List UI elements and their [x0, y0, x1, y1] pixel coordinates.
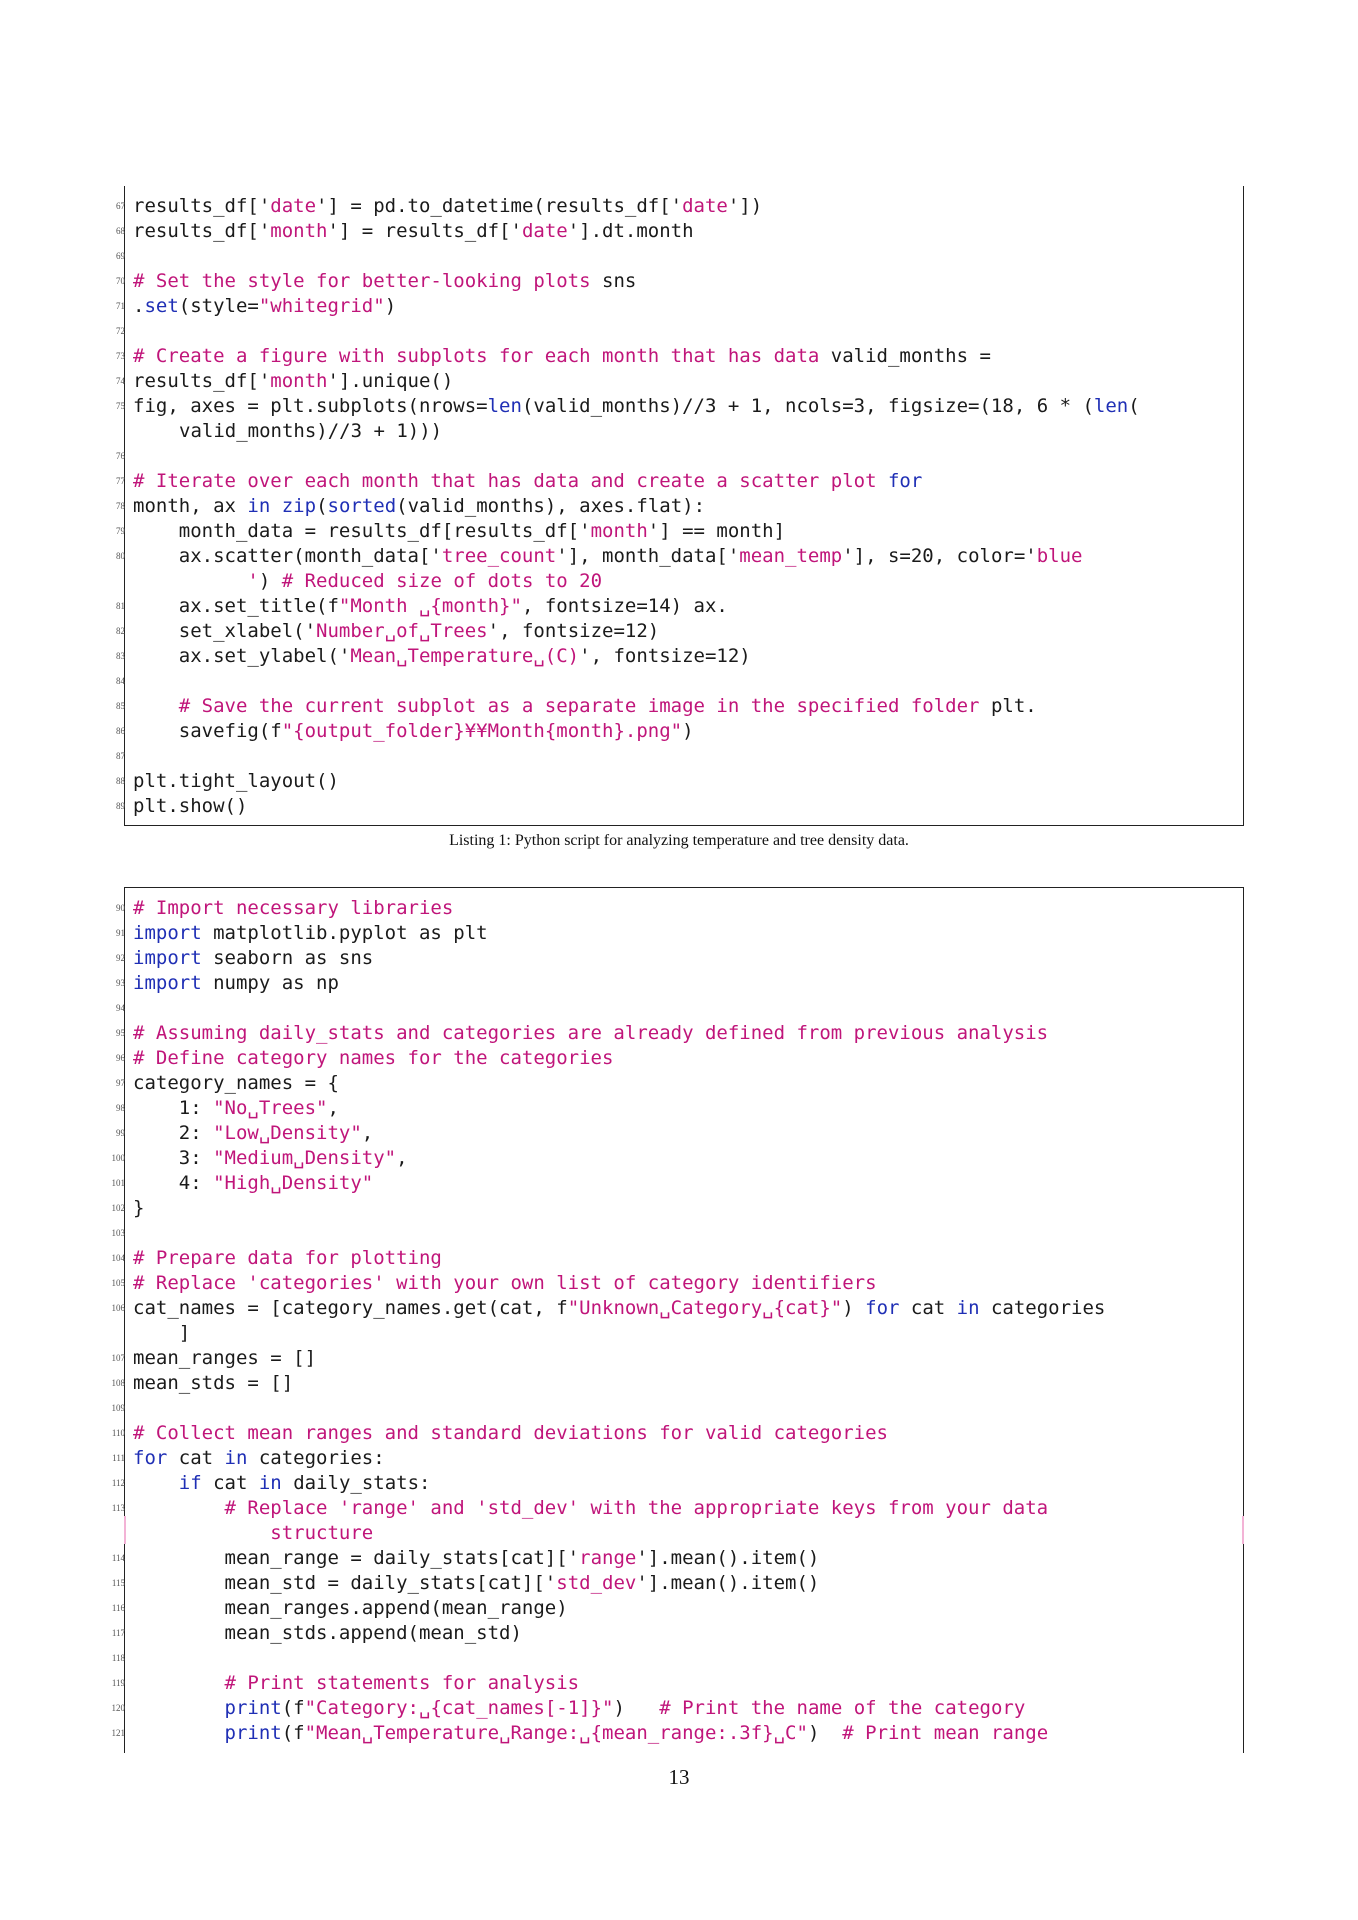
code-token: , [361, 1122, 374, 1144]
line-number: 120 [111, 1703, 125, 1713]
code-line [111, 1246, 442, 1271]
code-token: # Assuming daily_stats and categories are already defined from previous analysis [133, 1022, 1049, 1044]
code-token: # Define category names for the categories [133, 1047, 614, 1069]
line-number: 78 [116, 501, 125, 511]
code-token: structure [133, 1522, 374, 1544]
code-token: categories [979, 1297, 1106, 1319]
line-number: 83 [116, 651, 125, 661]
line-number: 68 [116, 226, 125, 236]
code-token: cat [899, 1297, 957, 1319]
code-line [116, 619, 660, 644]
code-token: # Print statements for analysis [133, 1672, 580, 1694]
line-number: 112 [111, 1478, 125, 1488]
code-token: range [579, 1547, 637, 1569]
code-line [111, 1421, 888, 1446]
code-line [116, 896, 454, 921]
code-token: daily_stats: [281, 1472, 431, 1494]
code-token: cat [167, 1447, 225, 1469]
code-token: ', fontsize=12) [487, 620, 660, 642]
code-token: sorted [327, 495, 397, 517]
line-number: 74 [116, 376, 125, 386]
code-listing-2 [111, 887, 1244, 1753]
code-token: len [1093, 395, 1129, 417]
code-token: 1: [133, 1097, 214, 1119]
code-token: month [270, 370, 328, 392]
line-number: 100 [111, 1153, 125, 1163]
code-token: Number␣of␣Trees [316, 620, 488, 642]
line-number: 93 [116, 978, 125, 988]
code-line [116, 194, 763, 219]
code-token: # Create a figure with subplots for each month that has data [133, 345, 831, 367]
code-token: cat [201, 1472, 259, 1494]
code-token: '].mean().item() [636, 1547, 820, 1569]
code-token: (valid_months)//3 + 1, ncols=3, figsize=(18, 6 * ( [521, 395, 1094, 417]
code-token: "No␣Trees" [213, 1097, 328, 1119]
code-line [116, 294, 397, 319]
code-token [133, 1697, 225, 1719]
margin-marker-right [1242, 1516, 1244, 1544]
code-line [111, 1696, 1026, 1721]
code-token: ( [316, 495, 328, 517]
code-token: '] == month] [647, 520, 786, 542]
code-line [116, 219, 694, 244]
line-number: 75 [116, 401, 125, 411]
line-number: 76 [116, 451, 125, 461]
line-number: 98 [116, 1103, 125, 1113]
code-token: '].mean().item() [636, 1572, 820, 1594]
code-line [111, 1371, 294, 1396]
code-token: "{output_folder}¥¥Month{month}.png" [281, 720, 683, 742]
code-token: (f [281, 1722, 305, 1744]
code-line [133, 1321, 190, 1346]
line-number: 107 [111, 1353, 125, 1363]
code-line [112, 1446, 385, 1471]
code-token: # Iterate over each month that has data and create a scatter plot [133, 470, 888, 492]
code-token: # Reduced size of dots to 20 [281, 570, 603, 592]
code-line [116, 1121, 374, 1146]
code-token: ] [133, 1322, 191, 1344]
code-token: ) [842, 1297, 866, 1319]
code-token: # Set the style for better-looking plots [133, 270, 602, 292]
code-token: (f [281, 1697, 305, 1719]
line-number: 96 [116, 1053, 125, 1063]
code-token: ', fontsize=12) [579, 645, 751, 667]
code-token: "High␣Density" [213, 1172, 374, 1194]
code-line [116, 494, 706, 519]
code-token: cat_names = [category_names.get(cat, f [133, 1297, 568, 1319]
code-token: category_names = { [133, 1072, 339, 1094]
code-token: month, ax [133, 495, 248, 517]
line-number: 80 [116, 551, 125, 561]
code-token: , [327, 1097, 339, 1119]
code-token: ax.set_title(f [133, 595, 339, 617]
code-token: results_df[' [133, 195, 271, 217]
code-line [116, 694, 1037, 719]
code-token: '] = results_df[' [327, 220, 522, 242]
code-token: mean_ranges = [] [133, 1347, 317, 1369]
code-line [116, 921, 488, 946]
code-line [111, 1146, 408, 1171]
code-line [111, 1296, 1106, 1321]
code-token: date [521, 220, 568, 242]
line-number: 72 [116, 326, 125, 336]
code-token: # Print the name of the category [659, 1697, 1026, 1719]
code-line [133, 419, 442, 444]
code-token: print [224, 1697, 282, 1719]
code-token: for [133, 1447, 168, 1469]
code-token: # Import necessary libraries [133, 897, 454, 919]
code-token: set [144, 295, 179, 317]
line-number: 115 [111, 1578, 125, 1588]
code-token: '].unique() [327, 370, 454, 392]
code-token: # Collect mean ranges and standard deviations for valid categories [133, 1422, 888, 1444]
line-number: 97 [116, 1078, 125, 1088]
code-line [133, 569, 602, 594]
code-line [116, 719, 694, 744]
code-token: '], s=20, color=' [842, 545, 1037, 567]
code-token: in [224, 1447, 248, 1469]
code-token [270, 495, 281, 517]
code-token: # Print mean range [842, 1722, 1049, 1744]
line-number: 114 [111, 1553, 125, 1563]
code-token: matplotlib.pyplot as plt [201, 922, 488, 944]
code-token: } [133, 1197, 145, 1219]
code-token: ) [682, 720, 694, 742]
code-token: ) [613, 1697, 660, 1719]
code-token: valid_months = [830, 345, 991, 367]
code-line [111, 1171, 374, 1196]
line-number: 111 [112, 1453, 125, 1463]
code-token: for [887, 470, 923, 492]
code-token: import [133, 922, 202, 944]
code-token: seaborn as sns [201, 947, 374, 969]
line-number: 87 [116, 751, 125, 761]
code-token: 3: [133, 1147, 214, 1169]
code-token: len [487, 395, 522, 417]
code-line [116, 544, 1083, 569]
code-token: date [270, 195, 317, 217]
line-number: 90 [116, 903, 125, 913]
code-token [133, 1722, 225, 1744]
line-number: 69 [116, 251, 125, 261]
code-line [111, 1546, 820, 1571]
code-token: ( [1128, 395, 1140, 417]
line-number: 104 [111, 1253, 125, 1263]
code-token: "whitegrid" [258, 295, 385, 317]
line-number: 116 [111, 1603, 125, 1613]
code-token: in [258, 1472, 282, 1494]
code-token: "Low␣Density" [213, 1122, 362, 1144]
line-number: 88 [116, 776, 125, 786]
code-token: ax.set_ylabel(' [133, 645, 351, 667]
code-token: in [247, 495, 271, 517]
code-token: zip [281, 495, 317, 517]
code-token: numpy as np [201, 972, 339, 994]
code-token: import [133, 947, 202, 969]
code-token: mean_ranges.append(mean_range) [133, 1597, 568, 1619]
code-token: valid_months)//3 + 1))) [179, 420, 443, 442]
code-token: results_df[' [133, 220, 271, 242]
code-token: categories: [247, 1447, 385, 1469]
line-number: 86 [116, 726, 125, 736]
line-number: 91 [116, 928, 125, 938]
line-number: 106 [111, 1303, 125, 1313]
code-token: print [224, 1722, 282, 1744]
line-number: 92 [116, 953, 125, 963]
code-token: ']) [727, 195, 763, 217]
line-number: 109 [111, 1403, 125, 1413]
line-number: 117 [111, 1628, 125, 1638]
code-line [111, 1346, 317, 1371]
code-line [116, 394, 1140, 419]
code-token: import [133, 972, 202, 994]
code-token [133, 1472, 179, 1494]
code-token: (style= [178, 295, 259, 317]
code-token: ) [807, 1722, 843, 1744]
code-line [116, 519, 786, 544]
code-token: # Save the current subplot as a separate image in the specified folder [133, 695, 991, 717]
code-token: savefig(f [133, 720, 282, 742]
code-token: in [956, 1297, 980, 1319]
code-line [111, 1671, 580, 1696]
code-token: month [590, 520, 648, 542]
listing-caption: Listing 1: Python script for analyzing temperature and tree density data. [449, 832, 909, 849]
code-token: # Replace 'range' and 'std_dev' with the appropriate keys from your data [133, 1497, 1049, 1519]
line-number: 81 [116, 601, 125, 611]
line-number: 71 [116, 301, 125, 311]
page-number: 13 [668, 1765, 690, 1789]
line-number: 113 [111, 1503, 125, 1513]
line-number: 70 [116, 276, 125, 286]
line-number: 105 [111, 1278, 125, 1288]
code-token: plt.show() [133, 795, 248, 817]
code-token: "Category:␣{cat_names[-1]}" [304, 1697, 614, 1719]
code-token: , fontsize=14) ax. [521, 595, 728, 617]
code-line [111, 1271, 877, 1296]
code-token: ) [258, 570, 282, 592]
code-token: fig, axes = plt.subplots(nrows= [133, 395, 488, 417]
code-line [116, 769, 339, 794]
code-line [116, 1046, 614, 1071]
line-number: 79 [116, 526, 125, 536]
code-token: plt.tight_layout() [133, 770, 339, 792]
code-token: blue [1036, 545, 1083, 567]
code-token: plt. [990, 695, 1037, 717]
code-token: set_xlabel(' [133, 620, 317, 642]
code-line [116, 1096, 339, 1121]
code-line [133, 1521, 373, 1546]
code-line [116, 946, 374, 971]
line-number: 73 [116, 351, 125, 361]
code-token: Mean␣Temperature␣(C) [350, 645, 580, 667]
code-token: mean_range = daily_stats[cat][' [133, 1547, 580, 1569]
code-line [116, 594, 728, 619]
code-line [116, 269, 637, 294]
code-token: '].dt.month [567, 220, 694, 242]
code-token: 2: [133, 1122, 214, 1144]
code-line [116, 971, 339, 996]
code-line [111, 1571, 820, 1596]
line-number: 119 [111, 1678, 125, 1688]
line-number: 121 [111, 1728, 125, 1738]
code-token: . [133, 295, 145, 317]
line-number: 89 [116, 801, 125, 811]
code-token: mean_stds.append(mean_std) [133, 1622, 522, 1644]
code-token: '], month_data[' [556, 545, 740, 567]
code-token: mean_temp [739, 545, 843, 567]
code-line [111, 1471, 431, 1496]
line-number: 95 [116, 1028, 125, 1038]
line-number: 108 [111, 1378, 125, 1388]
line-number: 99 [116, 1128, 125, 1138]
line-number: 103 [111, 1228, 125, 1238]
code-token: "Mean␣Temperature␣Range:␣{mean_range:.3f}␣C" [304, 1722, 808, 1744]
line-number: 102 [111, 1203, 125, 1213]
code-token: 4: [133, 1172, 214, 1194]
code-token: # Replace 'categories' with your own list of category identifiers [133, 1272, 877, 1294]
code-token: results_df[' [133, 370, 271, 392]
code-token: "Medium␣Density" [213, 1147, 397, 1169]
code-token: tree_count [441, 545, 557, 567]
line-number: 85 [116, 701, 125, 711]
code-token: "Month ␣{month}" [338, 595, 522, 617]
code-token: if [178, 1472, 202, 1494]
line-number: 82 [116, 626, 125, 636]
code-token: '] = pd.to_datetime(results_df[' [316, 195, 683, 217]
code-line [111, 1496, 1049, 1521]
line-number: 110 [111, 1428, 125, 1438]
code-token: # Prepare data for plotting [133, 1247, 442, 1269]
code-line [116, 469, 923, 494]
code-token: date [682, 195, 728, 217]
code-token: ' [133, 570, 259, 592]
code-line [111, 1721, 1049, 1746]
code-line [116, 1071, 339, 1096]
line-number: 118 [111, 1653, 125, 1663]
line-number: 94 [116, 1003, 125, 1013]
code-token: ax.scatter(month_data[' [133, 545, 442, 567]
code-token: ) [384, 295, 397, 317]
code-token: month_data = results_df[results_df[' [133, 520, 591, 542]
line-number: 101 [111, 1178, 125, 1188]
code-token: mean_stds = [] [133, 1372, 294, 1394]
code-line [111, 1596, 568, 1621]
code-token: for [865, 1297, 900, 1319]
code-token: (valid_months), axes.flat): [396, 495, 706, 517]
code-line [111, 1196, 145, 1221]
code-token: std_dev [556, 1572, 637, 1594]
code-listing-1 [116, 186, 1244, 826]
code-line [116, 644, 751, 669]
line-number: 84 [116, 676, 125, 686]
code-line [116, 1021, 1049, 1046]
code-token: month [270, 220, 328, 242]
code-token: "Unknown␣Category␣{cat}" [567, 1297, 843, 1319]
code-token: , [396, 1147, 408, 1169]
line-number: 77 [116, 476, 125, 486]
margin-marker-left [124, 1516, 126, 1544]
code-line [111, 1621, 522, 1646]
code-line [116, 344, 991, 369]
code-token: sns [602, 270, 637, 292]
code-line [116, 369, 454, 394]
code-token: mean_std = daily_stats[cat][' [133, 1572, 557, 1594]
code-line [116, 794, 248, 819]
line-number: 67 [116, 201, 125, 211]
